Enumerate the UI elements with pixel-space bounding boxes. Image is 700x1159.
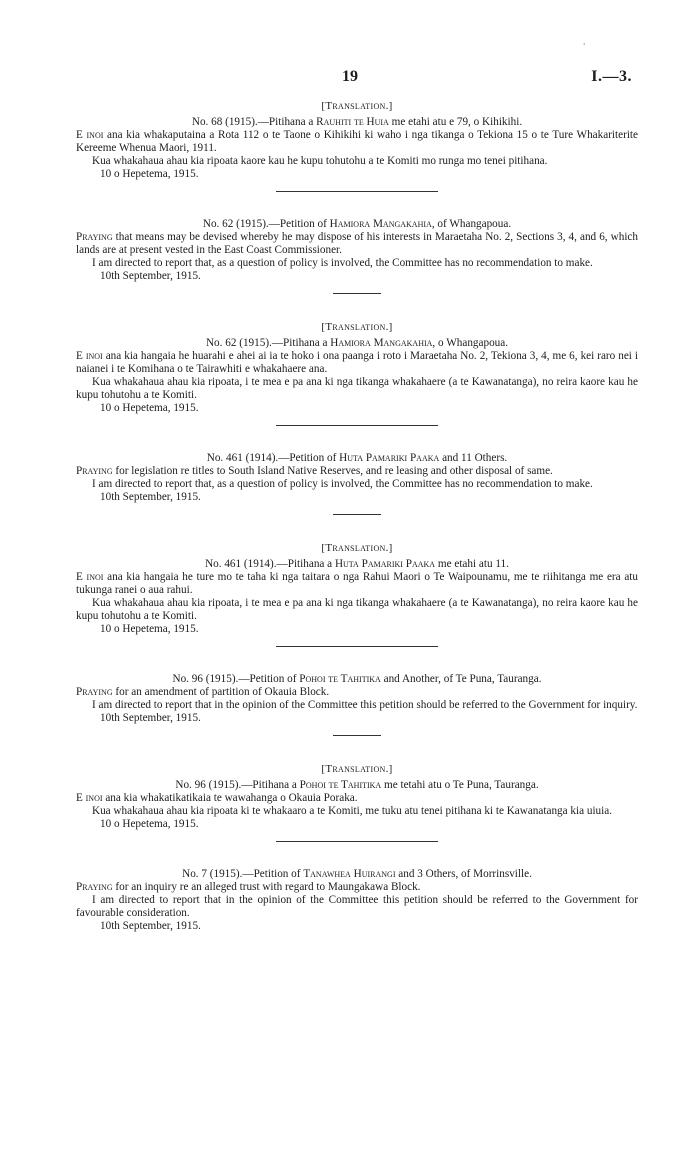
translation-label: [Translation.] (321, 100, 393, 112)
petitioner-name: Pohoi te Tahitika (299, 673, 381, 685)
entry-date: 10 o Hepetema, 1915. (100, 402, 199, 414)
entry-title: No. 68 (1915).—Pitihana a Rauhiti te Huia me etahi atu e 79, o Kihikihi. (191, 116, 523, 128)
entry-date: 10th September, 1915. (100, 712, 201, 724)
entry-report: Kua whakahaua ahau kia ripoata, i te mea e pa ana ki nga tikanga whakahaere (a te Kawanatanga), no reira kaore kau he kupu tohutohu a te Komiti. (76, 376, 638, 401)
translation-entry (76, 542, 638, 647)
page-body (76, 100, 638, 933)
entry-prayer: Praying for legislation re titles to South Island Native Reserves, and re leasing and other disposal of same. (76, 465, 553, 477)
entry-report: I am directed to report that, as a question of policy is involved, the Committee has no recommendation to make. (92, 478, 593, 490)
entry-title: No. 62 (1915).—Petition of Hamiora Mangakahia, of Whangapoua. (202, 218, 512, 230)
entry-report: Kua whakahaua ahau kia ripoata kaore kau he kupu tohutohu a te Komiti mo runga mo tenei pitihana. (92, 155, 548, 167)
entry-date: 10 o Hepetema, 1915. (100, 818, 199, 830)
page-number: 19 (342, 68, 358, 85)
petitioner-name: Hamiora Mangakahia (329, 218, 432, 230)
entry-prayer: Praying for an amendment of partition of Okauia Block. (76, 686, 330, 698)
entry-prayer: E inoi ana kia hangaia he huarahi e ahei ai ia te hoko i ona paanga i roto i Maraetaha No. 2, Tekiona 3, 4, me 6, kei raro nei i naianei i te Komihana o te Tairawhiti e whakahaere ana. (76, 350, 639, 375)
entry-prayer: Praying for an inquiry re an alleged trust with regard to Maungakawa Block. (76, 881, 421, 893)
petitioner-name: Tanawhea Huirangi (303, 868, 396, 880)
entry-report: I am directed to report that in the opinion of the Committee this petition should be referred to the Government for inquiry. (92, 699, 638, 711)
entry-prayer: E inoi ana kia whakaputaina a Rota 112 o te Taone o Kihikihi ki waho i nga tikanga o Tekiona 15 o te Ture Whakariterite Kereeme Whenua Maori, 1911. (76, 129, 639, 154)
translation-label: [Translation.] (321, 763, 393, 775)
entry-title: No. 461 (1914).—Petition of Huta Pamariki Paaka and 11 Others. (206, 452, 508, 464)
paper-reference: I.—3. (591, 68, 632, 85)
translation-entry (76, 763, 638, 842)
entry-date: 10 o Hepetema, 1915. (100, 623, 199, 635)
entry-date: 10th September, 1915. (100, 491, 201, 503)
entry-title: No. 96 (1915).—Pitihana a Pohoi te Tahitika me tetahi atu o Te Puna, Tauranga. (175, 779, 539, 791)
entry-date: 10th September, 1915. (100, 920, 201, 932)
entry-report: I am directed to report that in the opinion of the Committee this petition should be referred to the Government for favourable consideration. (76, 894, 638, 919)
entry-prayer: Praying that means may be devised whereby he may dispose of his interests in Maraetaha No. 2, Sections 3, 4, and 6, which lands are at present vested in the East Coast Commissioner. (76, 231, 638, 256)
petition-entry (76, 452, 638, 515)
translation-label: [Translation.] (321, 321, 393, 333)
petitioner-name: Rauhiti te Huia (316, 116, 389, 128)
entry-prayer: E inoi ana kia whakatikatikaia te wawahanga o Okauia Poraka. (76, 792, 358, 804)
petition-entry (76, 868, 638, 933)
petitioner-name: Pohoi te Tahitika (299, 779, 382, 791)
petition-entry (76, 673, 638, 736)
entry-date: 10th September, 1915. (100, 270, 201, 282)
corner-mark: ' (583, 42, 585, 53)
entry-report: Kua whakahaua ahau kia ripoata, i te mea e pa ana ki nga tikanga whakahaere (a te Kawanatanga), no reira kaore kau he kupu tohutohu a te Komiti. (76, 597, 638, 622)
translation-entry (76, 100, 638, 192)
entry-report: I am directed to report that, as a question of policy is involved, the Committee has no recommendation to make. (92, 257, 593, 269)
translation-label: [Translation.] (321, 542, 393, 554)
entry-title: No. 461 (1914).—Pitihana a Huta Pamariki Paaka me etahi atu 11. (205, 558, 509, 570)
petitioner-name: Hamiora Mangakahia (330, 337, 433, 349)
petitioner-name: Huta Pamariki Paaka (334, 558, 436, 570)
translation-entry (76, 321, 638, 426)
entry-date: 10 o Hepetema, 1915. (100, 168, 199, 180)
entry-title: No. 62 (1915).—Pitihana a Hamiora Mangakahia, o Whangapoua. (205, 337, 509, 349)
entry-prayer: E inoi ana kia hangaia he ture mo te taha ki nga taitara o nga Rahui Maori o Te Waipounamu, me te riihitanga me era atu tukunga ranei o aua rahui. (76, 571, 639, 596)
entry-report: Kua whakahaua ahau kia ripoata ki te whakaaro a te Komiti, me tuku atu tenei pitihana ki te Kawanatanga kia uiuia. (92, 805, 613, 817)
petition-entry (76, 218, 638, 294)
petitioner-name: Huta Pamariki Paaka (339, 452, 440, 464)
entry-title: No. 96 (1915).—Petition of Pohoi te Tahitika and Another, of Te Puna, Tauranga. (172, 673, 542, 685)
entry-title: No. 7 (1915).—Petition of Tanawhea Huirangi and 3 Others, of Morrinsville. (182, 868, 532, 880)
